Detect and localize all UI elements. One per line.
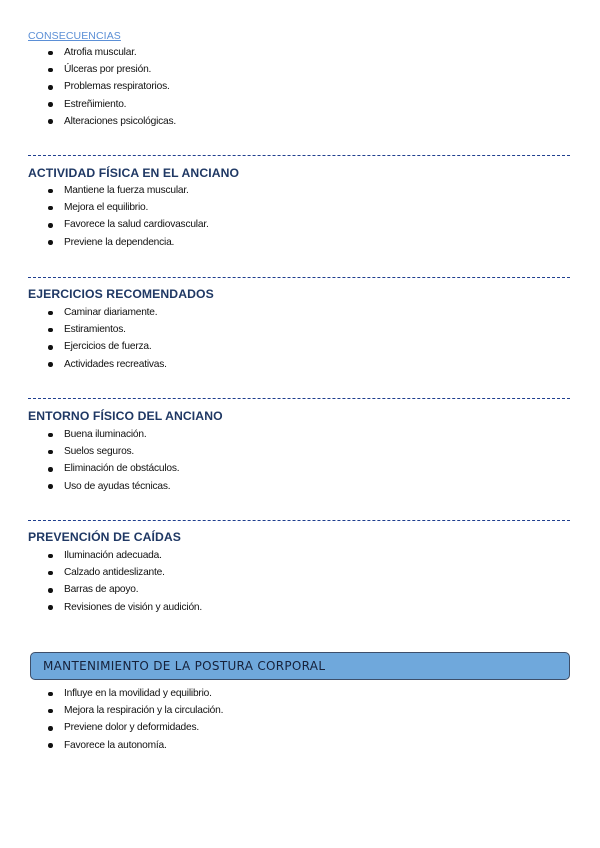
list-item: Iluminación adecuada. — [48, 547, 202, 564]
prevencion-heading: PREVENCIÓN DE CAÍDAS — [28, 530, 182, 544]
section-divider — [28, 520, 570, 521]
list-item: Mantiene la fuerza muscular. — [48, 182, 209, 199]
list-item: Suelos seguros. — [48, 443, 179, 460]
list-item: Actividades recreativas. — [48, 356, 167, 373]
list-item: Previene dolor y deformidades. — [48, 719, 223, 736]
postura-heading: MANTENIMIENTO DE LA POSTURA CORPORAL — [43, 659, 326, 673]
prevencion-list — [48, 547, 202, 616]
entorno-list — [48, 426, 179, 495]
ejercicios-list — [48, 304, 167, 373]
list-item: Buena iluminación. — [48, 426, 179, 443]
list-item: Previene la dependencia. — [48, 234, 209, 251]
list-item: Caminar diariamente. — [48, 304, 167, 321]
list-item: Revisiones de visión y audición. — [48, 599, 202, 616]
list-item: Favorece la salud cardiovascular. — [48, 216, 209, 233]
list-item: Atrofia muscular. — [48, 44, 176, 61]
postura-list — [48, 685, 223, 754]
section-divider — [28, 277, 570, 278]
list-item: Influye en la movilidad y equilibrio. — [48, 685, 223, 702]
list-item: Calzado antideslizante. — [48, 564, 202, 581]
actividad-fisica-heading: ACTIVIDAD FÍSICA EN EL ANCIANO — [28, 166, 240, 180]
list-item: Alteraciones psicológicas. — [48, 113, 176, 130]
consecuencias-title[interactable]: CONSECUENCIAS — [28, 30, 121, 42]
section-divider — [28, 155, 570, 156]
list-item: Uso de ayudas técnicas. — [48, 478, 179, 495]
section-divider — [28, 398, 570, 399]
ejercicios-heading: EJERCICIOS RECOMENDADOS — [28, 287, 214, 301]
entorno-heading: ENTORNO FÍSICO DEL ANCIANO — [28, 409, 223, 423]
list-item: Mejora la respiración y la circulación. — [48, 702, 223, 719]
consecuencias-list — [48, 44, 176, 130]
postura-banner — [30, 652, 570, 680]
list-item: Favorece la autonomía. — [48, 737, 223, 754]
list-item: Ejercicios de fuerza. — [48, 338, 167, 355]
list-item: Barras de apoyo. — [48, 581, 202, 598]
list-item: Problemas respiratorios. — [48, 78, 176, 95]
list-item: Estiramientos. — [48, 321, 167, 338]
list-item: Eliminación de obstáculos. — [48, 460, 179, 477]
actividad-fisica-list — [48, 182, 209, 251]
list-item: Úlceras por presión. — [48, 61, 176, 78]
list-item: Estreñimiento. — [48, 96, 176, 113]
list-item: Mejora el equilibrio. — [48, 199, 209, 216]
